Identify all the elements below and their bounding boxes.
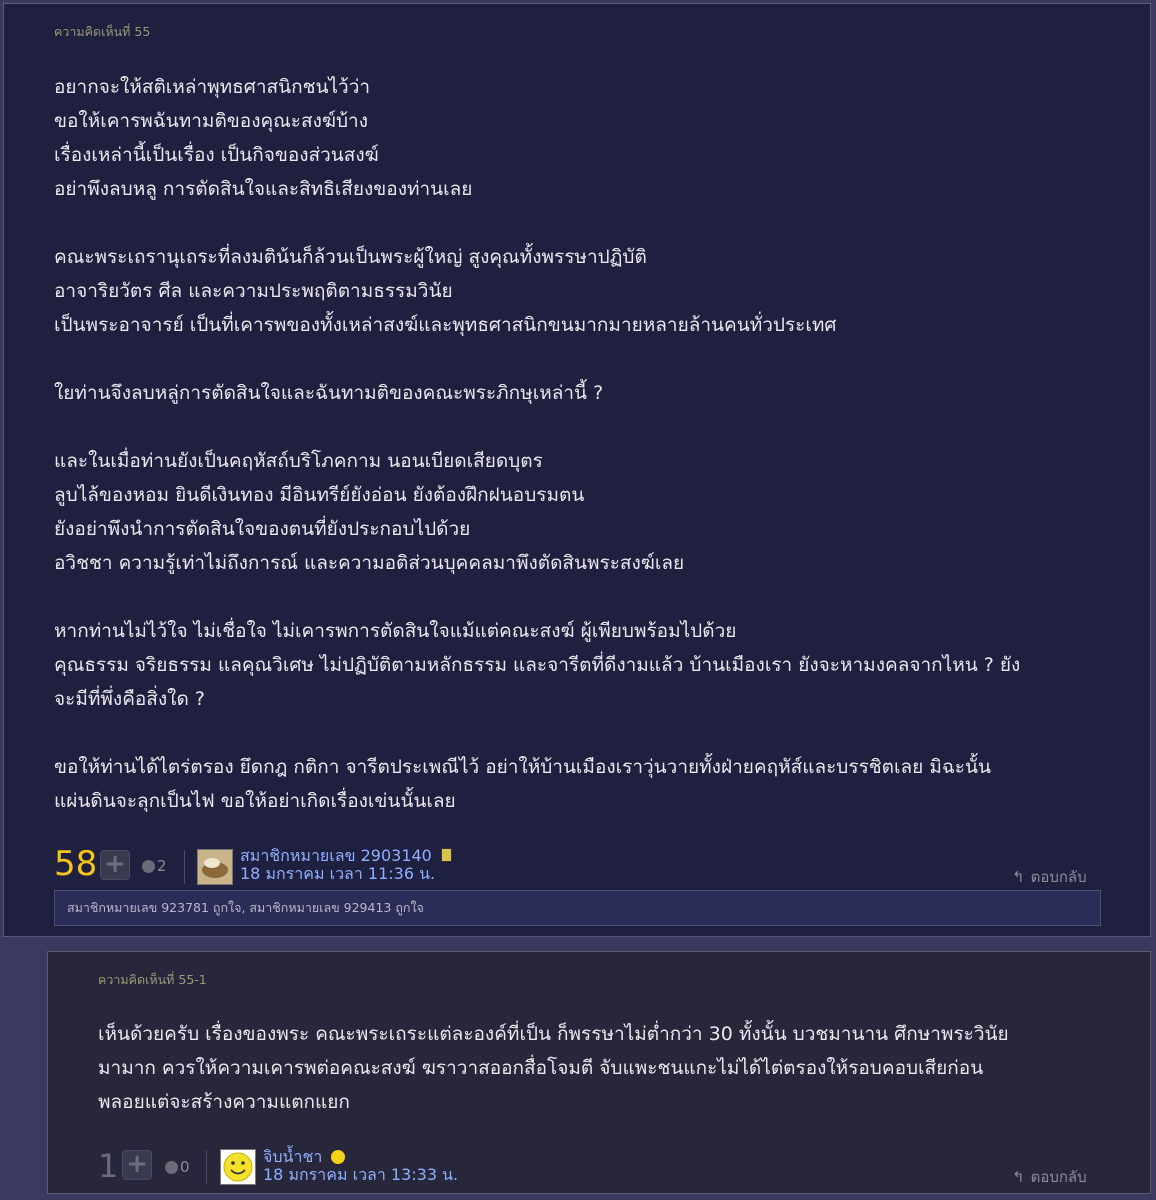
comment-line: พลอยแต่จะสร้างความแตกแยก: [98, 1091, 350, 1113]
divider: [184, 850, 185, 884]
author-info: [240, 847, 452, 883]
vote-plus-button[interactable]: +: [122, 1150, 152, 1180]
comment-line: อาจาริยวัตร ศีล และความประพฤติตามธรรมวินัย: [54, 280, 453, 302]
divider: [206, 1150, 207, 1184]
emotion-counter[interactable]: 2: [142, 857, 167, 875]
vote-count: 58: [54, 844, 98, 884]
comment-line: มามาก ควรให้ความเคารพต่อคณะสงฆ์ ฆราวาสออกสื่อโจมตี จับแพะชนแกะไม่ได้ไต่ตรองให้รอบคอบเสียก่อน: [98, 1057, 984, 1079]
avatar[interactable]: [197, 849, 233, 885]
comment-line: จะมีที่พึ่งคือสิ่งใด ?: [54, 688, 205, 710]
comment-number: ความคิดเห็นที่ 55-1: [98, 972, 207, 987]
comment-55-1: [47, 951, 1151, 1194]
comment-line: ใยท่านจึงลบหลู่การตัดสินใจและฉันทามติของคณะพระภิกษุเหล่านี้ ?: [54, 382, 604, 404]
comment-line: เห็นด้วยครับ เรื่องของพระ คณะพระเถระแต่ละองค์ที่เป็น ก็พรรษาไม่ต่ำกว่า 30 ทั้งนั้น บวชมานาน ศึกษาพระวินัย: [98, 1023, 1009, 1045]
paragraph-gap: [54, 206, 1114, 240]
comment-55: [3, 3, 1151, 937]
comment-body: [98, 1017, 1118, 1119]
comment-line: ลูบไล้ของหอม ยินดีเงินทอง มีอินทรีย์ยังอ่อน ยังต้องฝึกฝนอบรมตน: [54, 484, 585, 506]
reply-arrow-icon: ↰: [1012, 1168, 1025, 1186]
comment-body: [54, 70, 1114, 818]
comment-line: แผ่นดินจะลุกเป็นไฟ ขอให้อย่าเกิดเรื่องเข่นนั้นเลย: [54, 790, 456, 812]
paragraph-gap: [54, 716, 1114, 750]
comment-line: ขอให้ท่านได้ไตร่ตรอง ยึดกฎ กติกา จารีตประเพณีไว้ อย่าให้บ้านเมืองเราวุ่นวายทั้งฝ่ายคฤหัส์และบรรชิตเลย มิฉะนั้น: [54, 756, 991, 778]
reply-button[interactable]: ↰ ตอบกลับ: [1012, 1168, 1087, 1186]
comment-date: 18 มกราคม เวลา 13:33 น.: [263, 1165, 459, 1184]
comment-line: หากท่านไม่ไว้ใจ ไม่เชื่อใจ ไม่เคารพการตัดสินใจแม้แต่คณะสงฆ์ ผู้เพียบพร้อมไปด้วย: [54, 620, 737, 642]
reply-button[interactable]: ↰ ตอบกลับ: [1012, 868, 1087, 886]
comment-line: อวิชชา ความรู้เท่าไม่ถึงการณ์ และความอติส่วนบุคคลมาพึงตัดสินพระสงฆ์เลย: [54, 552, 685, 574]
comment-line: คณะพระเถรานุเถระที่ลงมติน้นก็ล้วนเป็นพระผู้ใหญ่ สูงคุณทั้งพรรษาปฏิบัติ: [54, 246, 647, 268]
emotion-counter[interactable]: 0: [165, 1158, 190, 1176]
comment-line: คุณธรรม จริยธรรม แลคุณวิเศษ ไม่ปฏิบัติตามหลักธรรม และจารีตที่ดีงามแล้ว บ้านเมืองเรา ยังจะหามงคลจากไหน ? ยัง: [54, 654, 1021, 676]
comment-line: และในเมื่อท่านยังเป็นคฤหัสถ์บริโภคกาม นอนเบียดเสียดบุตร: [54, 450, 543, 472]
reply-arrow-icon: ↰: [1012, 868, 1025, 886]
paragraph-gap: [54, 342, 1114, 376]
comment-line: อยากจะให้สติเหล่าพุทธศาสนิกชนไว้ว่า: [54, 76, 371, 98]
comment-date: 18 มกราคม เวลา 11:36 น.: [240, 864, 436, 883]
vote-plus-button[interactable]: +: [100, 850, 130, 880]
paragraph-gap: [54, 580, 1114, 614]
comment-line: ขอให้เคารพฉันทามติของคุณะสงฆ์บ้าง: [54, 110, 368, 132]
author-info: [263, 1148, 458, 1184]
smiley-emote-icon: [331, 1150, 345, 1164]
vote-count: 1: [98, 1147, 119, 1185]
comment-line: ยังอย่าพึงนำการตัดสินใจของตนที่ยังประกอบไปด้วย: [54, 518, 471, 540]
member-badge-icon: [441, 848, 452, 862]
comment-line: เป็นพระอาจารย์ เป็นที่เคารพของทั้งเหล่าสงฆ์และพุทธศาสนิกขนมากมายหลายล้านคนทั่วประเทศ: [54, 314, 837, 336]
comment-line: เรื่องเหล่านี้เป็นเรื่อง เป็นกิจของส่วนสงฆ์: [54, 144, 379, 166]
comment-number: ความคิดเห็นที่ 55: [54, 24, 151, 39]
comment-line: อย่าพึงลบหลู การตัดสินใจและสิทธิเสียงของท่านเลย: [54, 178, 473, 200]
emotion-icon: [165, 1161, 178, 1174]
paragraph-gap: [54, 410, 1114, 444]
author-name[interactable]: สมาชิกหมายเลข 2903140: [240, 846, 432, 865]
likes-bar: สมาชิกหมายเลข 923781 ถูกใจ, สมาชิกหมายเลข 929413 ถูกใจ: [54, 890, 1101, 926]
avatar[interactable]: [220, 1149, 256, 1185]
author-name[interactable]: จิบน้ำชา: [263, 1147, 323, 1166]
emotion-icon: [142, 860, 155, 873]
